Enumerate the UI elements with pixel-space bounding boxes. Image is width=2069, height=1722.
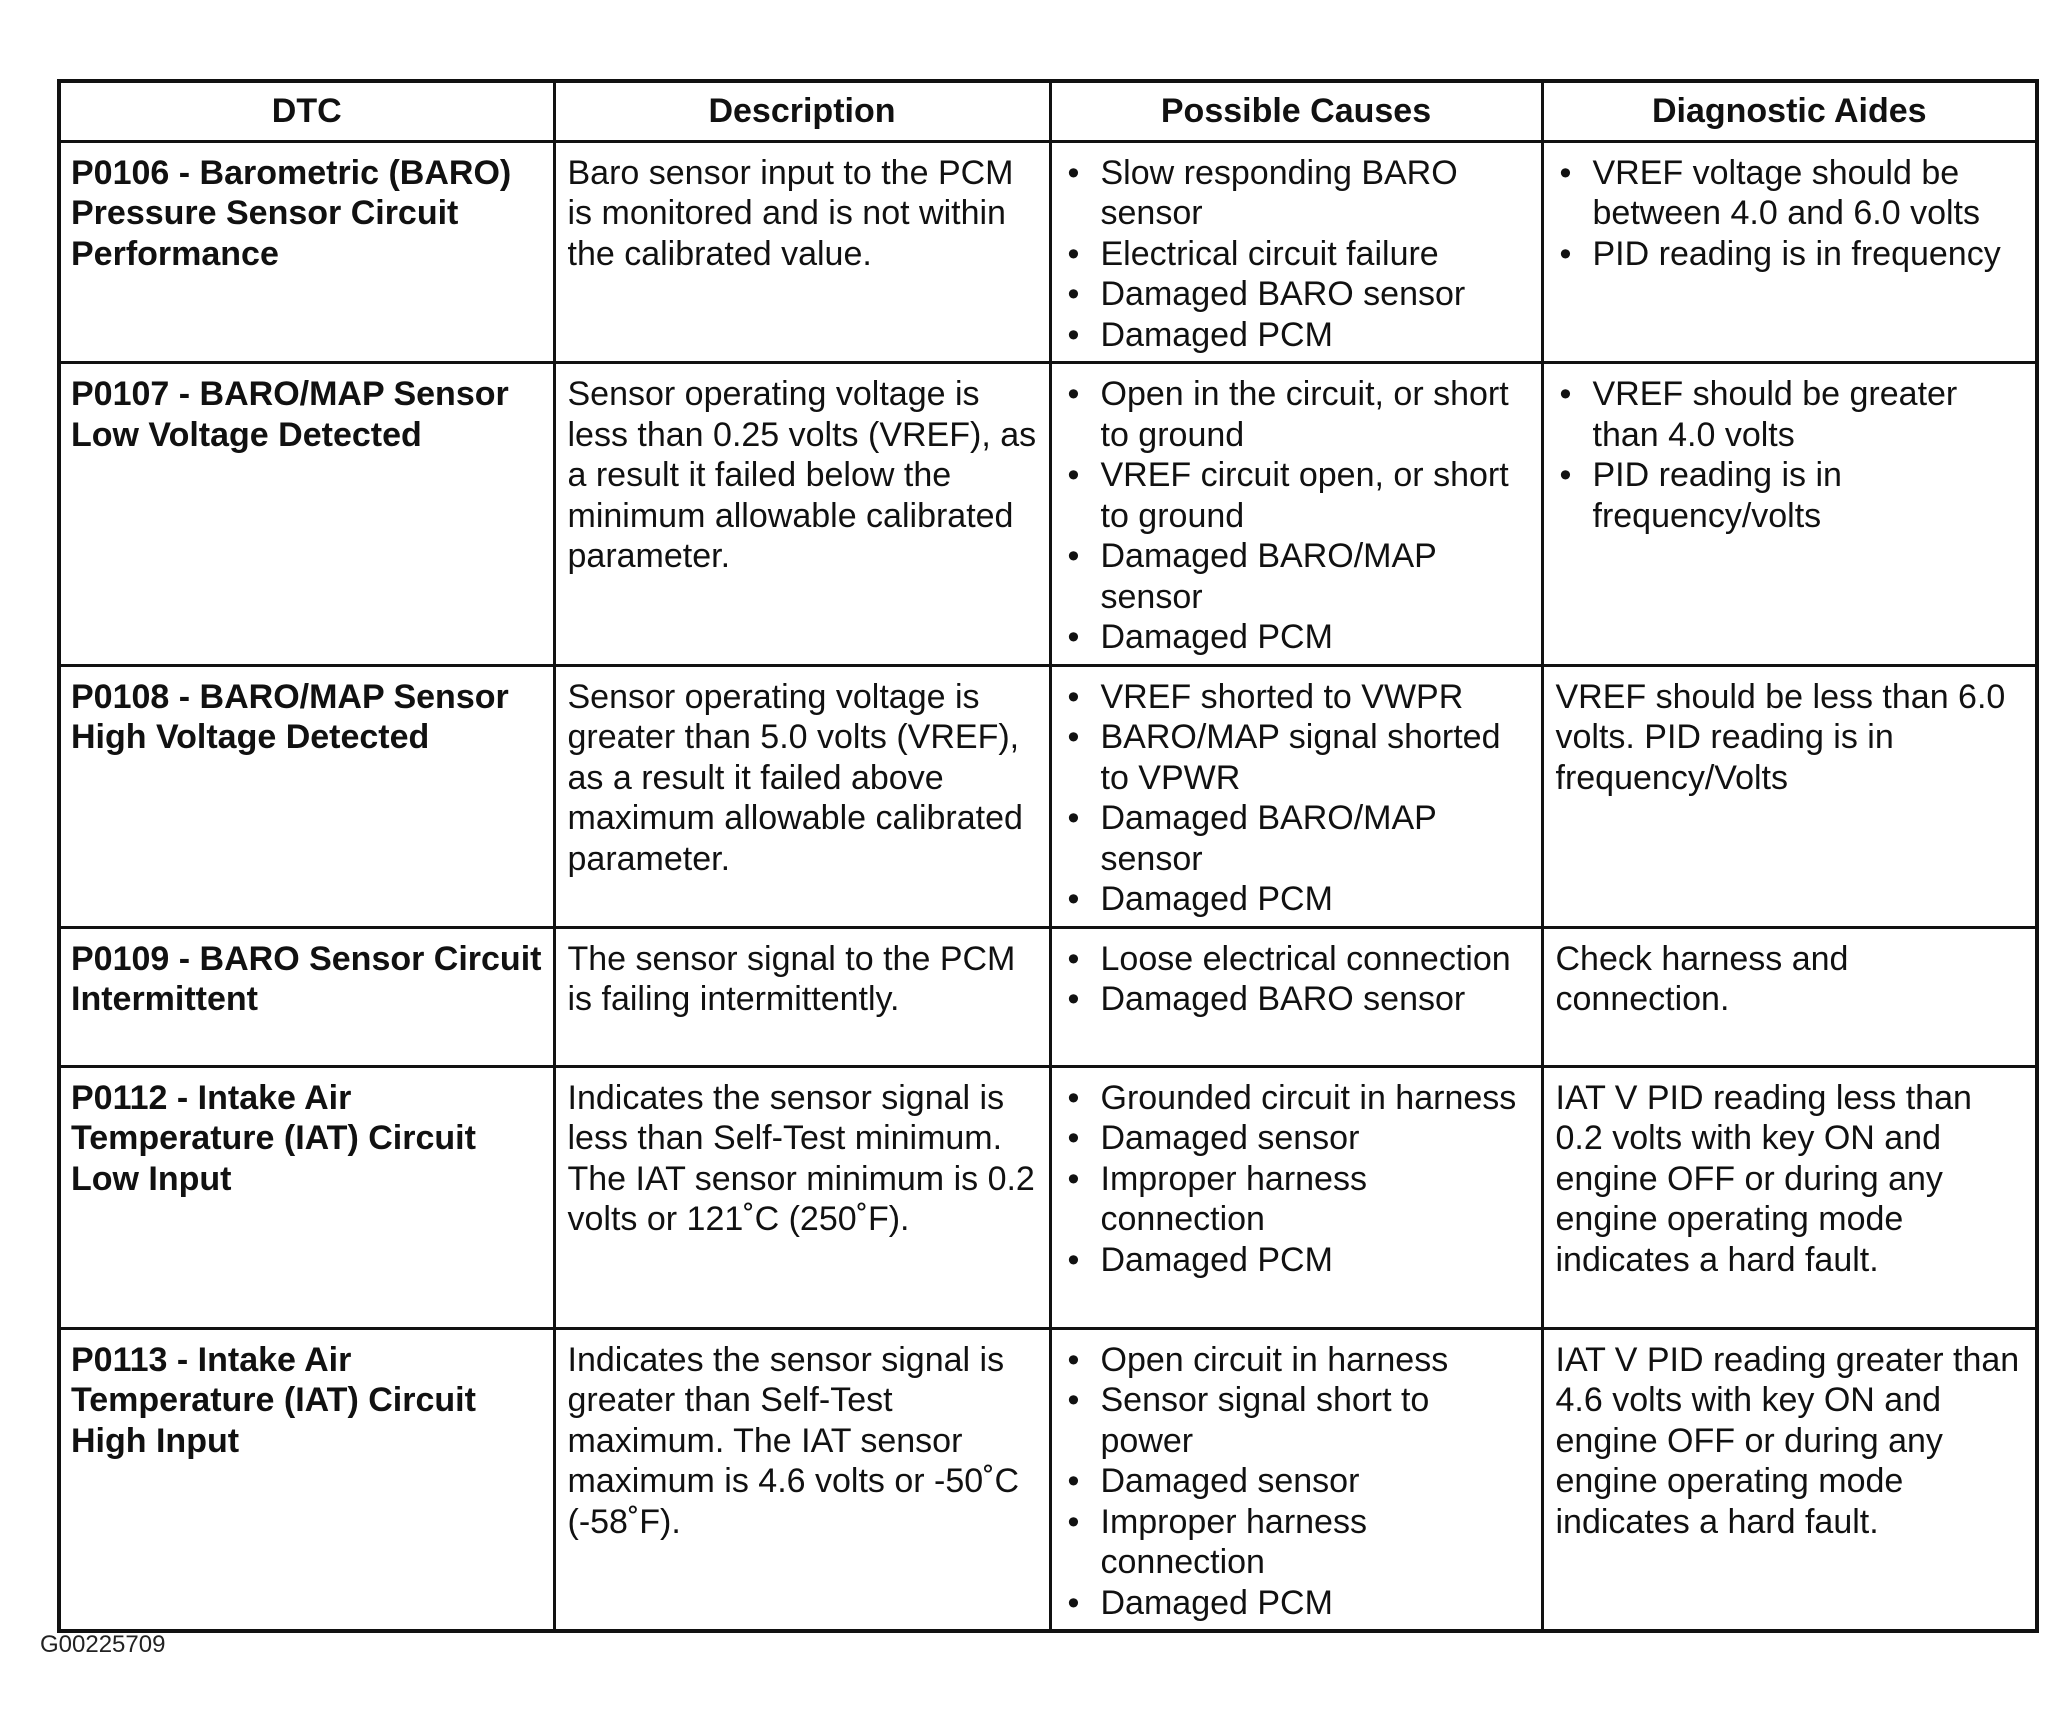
list-item: • Grounded circuit in harness [1064, 1078, 1531, 1119]
header-description: Description [554, 81, 1050, 141]
list-item: • VREF should be greater than 4.0 volts [1556, 374, 2026, 455]
header-row [59, 81, 2037, 141]
list-item: • Damaged BARO sensor [1064, 979, 1531, 1020]
list-item: • Loose electrical connection [1064, 939, 1531, 980]
causes-cell [1050, 1328, 1542, 1631]
header-diagnostic-aides: Diagnostic Aides [1542, 81, 2037, 141]
table-row [59, 1066, 2037, 1328]
list-item: • Sensor signal short to power [1064, 1380, 1531, 1461]
list-item: • Slow responding BARO sensor [1064, 153, 1531, 234]
description-cell: Sensor operating voltage is greater than 5.0 volts (VREF), as a result it failed above maximum allowable calibrated parameter. [554, 665, 1050, 927]
list-item: • Damaged sensor [1064, 1461, 1531, 1502]
header-possible-causes: Possible Causes [1050, 81, 1542, 141]
causes-cell [1050, 141, 1542, 363]
list-item: • VREF voltage should be between 4.0 and 6.0 volts [1556, 153, 2026, 234]
list-item: • Open in the circuit, or short to ground [1064, 374, 1531, 455]
causes-list [1064, 153, 1531, 356]
list-item: • Improper harness connection [1064, 1159, 1531, 1240]
dtc-table [57, 79, 2039, 1633]
list-item: • BARO/MAP signal shorted to VPWR [1064, 717, 1531, 798]
list-item: • Improper harness connection [1064, 1502, 1531, 1583]
header-dtc: DTC [59, 81, 554, 141]
causes-list [1064, 677, 1531, 920]
aides-list [1556, 374, 2026, 536]
dtc-code-cell: P0109 - BARO Sensor Circuit Intermittent [59, 927, 554, 1066]
list-item: • PID reading is in frequency/volts [1556, 455, 2026, 536]
aides-cell [1542, 363, 2037, 666]
description-cell: Indicates the sensor signal is less than Self-Test minimum. The IAT sensor minimum is 0.2 volts or 121˚C (250˚F). [554, 1066, 1050, 1328]
aides-cell: IAT V PID reading greater than 4.6 volts with key ON and engine OFF or during any engine operating mode indicates a hard fault. [1542, 1328, 2037, 1631]
list-item: • Damaged PCM [1064, 879, 1531, 920]
causes-list [1064, 939, 1531, 1020]
table-row [59, 665, 2037, 927]
figure-id: G00225709 [40, 1631, 166, 1658]
list-item: • Damaged BARO sensor [1064, 274, 1531, 315]
list-item: • Damaged PCM [1064, 315, 1531, 356]
description-cell: The sensor signal to the PCM is failing intermittently. [554, 927, 1050, 1066]
aides-list [1556, 153, 2026, 275]
description-cell: Sensor operating voltage is less than 0.25 volts (VREF), as a result it failed below the minimum allowable calibrated parameter. [554, 363, 1050, 666]
aides-cell: VREF should be less than 6.0 volts. PID reading is in frequency/Volts [1542, 665, 2037, 927]
list-item: • PID reading is in frequency [1556, 234, 2026, 275]
description-cell: Indicates the sensor signal is greater than Self-Test maximum. The IAT sensor maximum is 4.6 volts or -50˚C (-58˚F). [554, 1328, 1050, 1631]
list-item: • Damaged sensor [1064, 1118, 1531, 1159]
causes-list [1064, 1078, 1531, 1281]
causes-cell [1050, 927, 1542, 1066]
dtc-code-cell: P0106 - Barometric (BARO) Pressure Sensor Circuit Performance [59, 141, 554, 363]
list-item: • Damaged PCM [1064, 1583, 1531, 1624]
list-item: • VREF circuit open, or short to ground [1064, 455, 1531, 536]
causes-cell [1050, 363, 1542, 666]
table-row [59, 927, 2037, 1066]
list-item: • Electrical circuit failure [1064, 234, 1531, 275]
table-row [59, 141, 2037, 363]
description-cell: Baro sensor input to the PCM is monitored and is not within the calibrated value. [554, 141, 1050, 363]
table-row [59, 363, 2037, 666]
list-item: • Damaged BARO/MAP sensor [1064, 536, 1531, 617]
aides-cell: IAT V PID reading less than 0.2 volts with key ON and engine OFF or during any engine operating mode indicates a hard fault. [1542, 1066, 2037, 1328]
list-item: • Damaged PCM [1064, 1240, 1531, 1281]
dtc-code-cell: P0113 - Intake Air Temperature (IAT) Circuit High Input [59, 1328, 554, 1631]
dtc-code-cell: P0112 - Intake Air Temperature (IAT) Circuit Low Input [59, 1066, 554, 1328]
dtc-code-cell: P0108 - BARO/MAP Sensor High Voltage Detected [59, 665, 554, 927]
list-item: • Damaged PCM [1064, 617, 1531, 658]
aides-cell [1542, 141, 2037, 363]
causes-list [1064, 1340, 1531, 1624]
table-row [59, 1328, 2037, 1631]
list-item: • Open circuit in harness [1064, 1340, 1531, 1381]
dtc-code-cell: P0107 - BARO/MAP Sensor Low Voltage Detected [59, 363, 554, 666]
causes-cell [1050, 665, 1542, 927]
causes-list [1064, 374, 1531, 658]
list-item: • VREF shorted to VWPR [1064, 677, 1531, 718]
aides-cell: Check harness and connection. [1542, 927, 2037, 1066]
causes-cell [1050, 1066, 1542, 1328]
list-item: • Damaged BARO/MAP sensor [1064, 798, 1531, 879]
